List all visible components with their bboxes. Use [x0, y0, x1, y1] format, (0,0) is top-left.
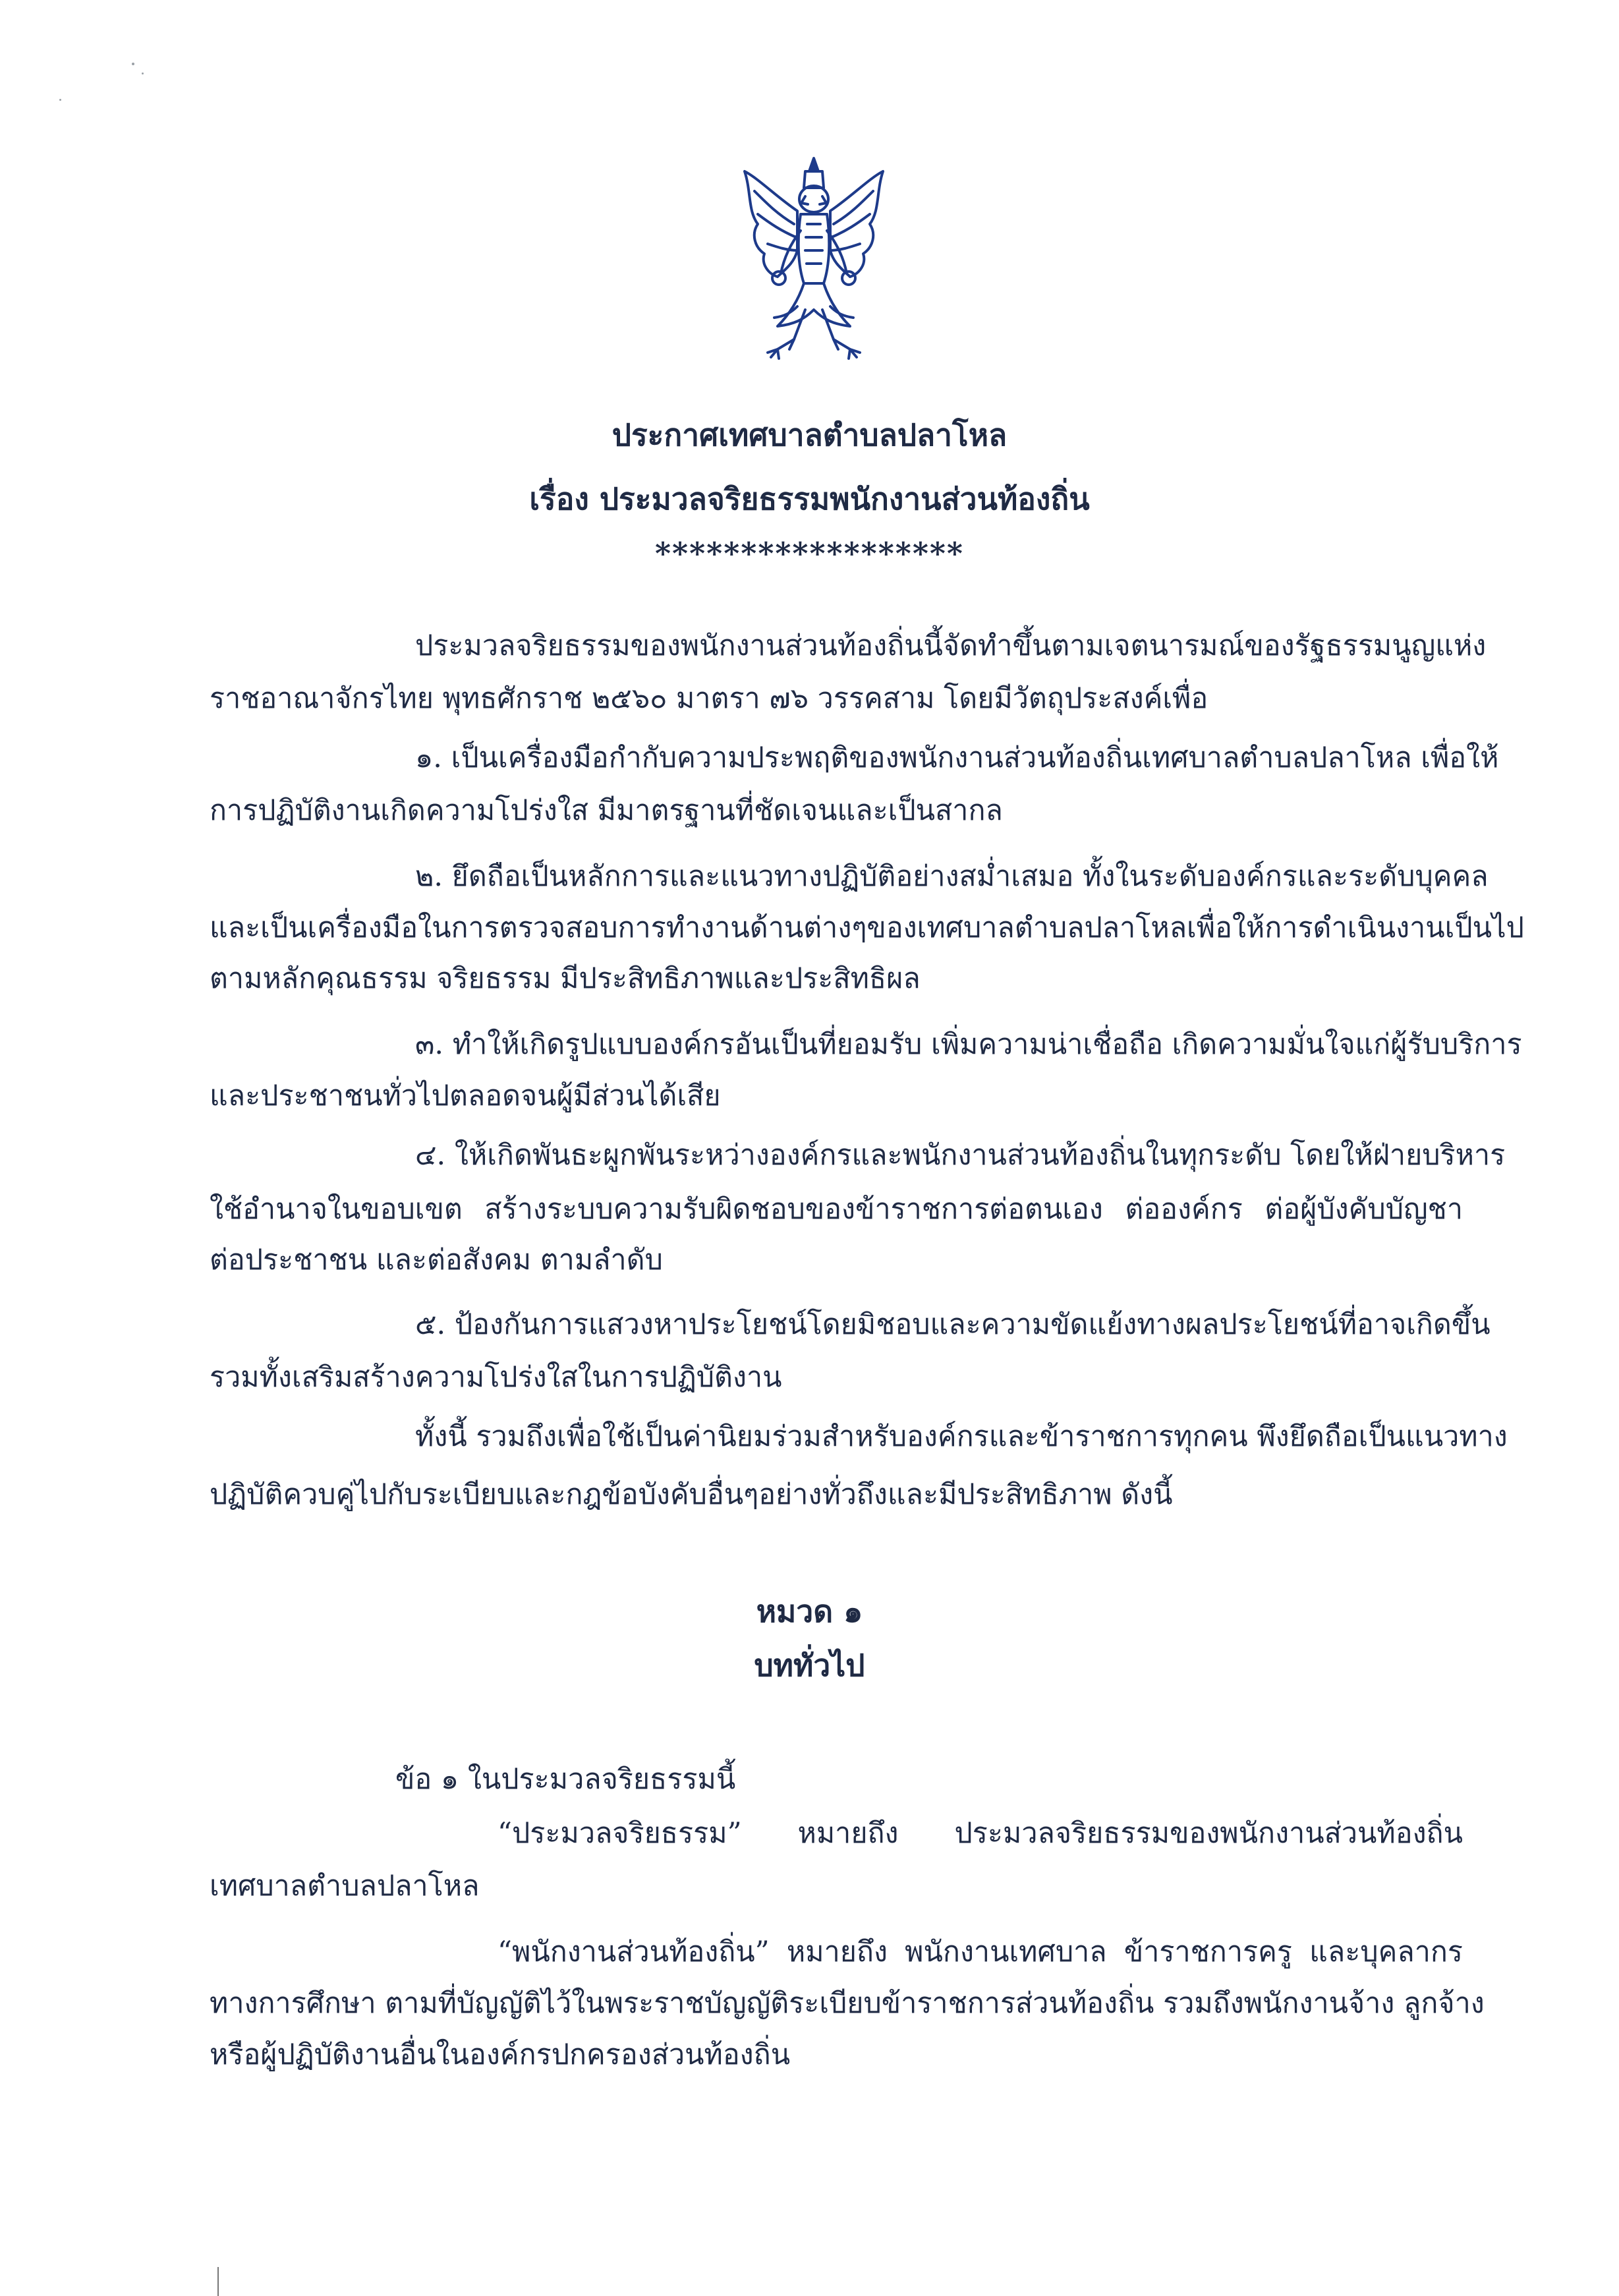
objective-2-line-3: ตามหลักคุณธรรม จริยธรรม มีประสิทธิภาพและประสิทธิผล [210, 962, 921, 995]
header-divider: ****************** [654, 536, 964, 571]
definition-2-line-1: “พนักงานส่วนท้องถิ่น” หมายถึง พนักงานเทศบาล ข้าราชการครู และบุคลากร [497, 1936, 1463, 1968]
definition-2-line-2: ทางการศึกษา ตามที่บัญญัติไว้ในพระราชบัญญัติระเบียบข้าราชการส่วนท้องถิ่น รวมถึงพนักงานจ้าง ลูกจ้าง [210, 1987, 1485, 2020]
objective-5-line-1: ๕. ป้องกันการแสวงหาประโยชน์โดยมิชอบและความขัดแย้งทางผลประโยชน์ที่อาจเกิดขึ้น [415, 1308, 1491, 1341]
objective-5-line-2: รวมทั้งเสริมสร้างความโปร่งใสในการปฏิบัติงาน [210, 1361, 782, 1394]
objective-1-line-2: การปฏิบัติงานเกิดความโปร่งใส มีมาตรฐานที่ชัดเจนและเป็นสากล [210, 794, 1003, 827]
objective-4-line-3: ต่อประชาชน และต่อสังคม ตามลำดับ [210, 1244, 663, 1277]
chapter-title: บททั่วไป [754, 1648, 865, 1683]
closing-line-1: ทั้งนี้ รวมถึงเพื่อใช้เป็นค่านิยมร่วมสำหรับองค์กรและข้าราชการทุกคน พึงยึดถือเป็นแนวทาง [415, 1420, 1508, 1453]
garuda-emblem-icon [731, 152, 896, 369]
intro-line-2: ราชอาณาจักรไทย พุทธศักราช ๒๕๖๐ มาตรา ๗๖ วรรคสาม โดยมีวัตถุประสงค์เพื่อ [210, 682, 1208, 715]
objective-3-line-1: ๓. ทำให้เกิดรูปแบบองค์กรอันเป็นที่ยอมรับ เพิ่มความน่าเชื่อถือ เกิดความมั่นใจแก่ผู้รับบริการ [415, 1028, 1522, 1061]
definition-1-line-2: เทศบาลตำบลปลาโหล [210, 1870, 480, 1903]
closing-line-2: ปฏิบัติควบคู่ไปกับระเบียบและกฎข้อบังคับอื่นๆอย่างทั่วถึงและมีประสิทธิภาพ ดังนี้ [210, 1478, 1173, 1511]
article-1-heading: ข้อ ๑ ในประมวลจริยธรรมนี้ [395, 1763, 736, 1796]
intro-line-1: ประมวลจริยธรรมของพนักงานส่วนท้องถิ่นนี้จัดทำขึ้นตามเจตนารมณ์ของรัฐธรรมนูญแห่ง [415, 629, 1487, 662]
objective-2-line-1: ๒. ยึดถือเป็นหลักการและแนวทางปฏิบัติอย่างสม่ำเสมอ ทั้งในระดับองค์กรและระดับบุคคล [415, 860, 1489, 893]
announcement-subject: เรื่อง ประมวลจริยธรรมพนักงานส่วนท้องถิ่น [529, 481, 1090, 517]
chapter-number: หมวด ๑ [756, 1593, 863, 1629]
scan-speck [142, 72, 144, 74]
definition-1-line-1: “ประมวลจริยธรรม” หมายถึง ประมวลจริยธรรมของพนักงานส่วนท้องถิ่น [497, 1817, 1463, 1850]
announcement-title: ประกาศเทศบาลตำบลปลาโหล [611, 417, 1008, 453]
scan-speck [59, 99, 61, 101]
scan-edge-mark [217, 2267, 219, 2296]
objective-4-line-1: ๔. ให้เกิดพันธะผูกพันระหว่างองค์กรและพนักงานส่วนท้องถิ่นในทุกระดับ โดยให้ฝ่ายบริหาร [415, 1139, 1506, 1172]
objective-2-line-2: และเป็นเครื่องมือในการตรวจสอบการทำงานด้านต่างๆของเทศบาลตำบลปลาโหลเพื่อให้การดำเนินงานเป็นไป [210, 911, 1524, 944]
scan-speck [132, 63, 134, 65]
definition-2-line-3: หรือผู้ปฏิบัติงานอื่นในองค์กรปกครองส่วนท้องถิ่น [210, 2038, 791, 2071]
objective-4-line-2: ใช้อำนาจในขอบเขต สร้างระบบความรับผิดชอบของข้าราชการต่อตนเอง ต่อองค์กร ต่อผู้บังคับบัญชา [210, 1193, 1463, 1226]
objective-1-line-1: ๑. เป็นเครื่องมือกำกับความประพฤติของพนักงานส่วนท้องถิ่นเทศบาลตำบลปลาโหล เพื่อให้ [415, 741, 1499, 774]
objective-3-line-2: และประชาชนทั่วไปตลอดจนผู้มีส่วนได้เสีย [210, 1079, 721, 1112]
